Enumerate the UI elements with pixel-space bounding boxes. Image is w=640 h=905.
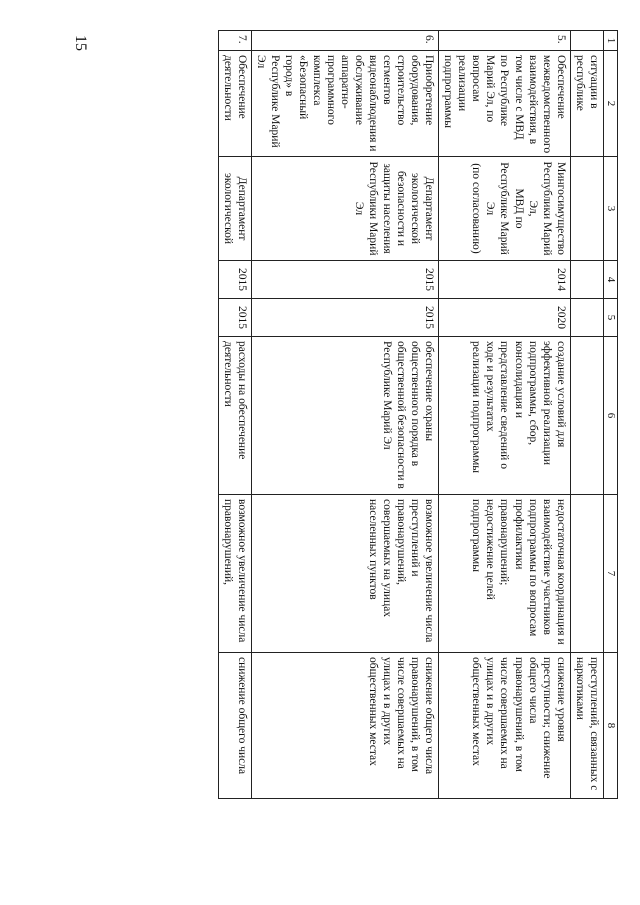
row-number (570, 31, 603, 51)
column-header: 7 (603, 495, 617, 653)
table-header-row (603, 31, 617, 799)
column-header: 2 (603, 51, 617, 157)
end-year: 2020 (439, 299, 570, 337)
start-year: 2015 (219, 261, 252, 299)
measure-name: ситуации в республике (570, 51, 603, 157)
expected-result: обеспечение охраны общественного порядка в общественной безопасности в Республике Марий Эл (252, 337, 439, 495)
column-header: 3 (603, 157, 617, 261)
indicator-link: снижение уровня преступности; снижение общего числа правонарушений, в том числе совершаемых на улицах и в других общественных местах (439, 653, 570, 799)
end-year: 2015 (252, 299, 439, 337)
non-implementation-consequence: недостаточная координация и взаимодействие участников подпрограммы по вопросам профилактики правонарушений; недостижение целей подпрограммы (439, 495, 570, 653)
start-year (570, 261, 603, 299)
column-header: 1 (603, 31, 617, 51)
page-number: 15 (72, 35, 89, 51)
measure-name: Приобретение оборудования, строительство сегментов видеонаблюдения и обслуживание аппаратно-программного комплекса «Безопасный город» в Республике Марий Эл (252, 51, 439, 157)
column-header: 4 (603, 261, 617, 299)
table-row (252, 31, 439, 799)
column-header: 8 (603, 653, 617, 799)
indicator-link: преступлений, связанных с наркотиками (570, 653, 603, 799)
measures-table (218, 30, 618, 799)
end-year (570, 299, 603, 337)
executor: Департамент экологической (219, 157, 252, 261)
executor: Мингосимущество Республики Марий Эл, МВД по Республике Марий Эл (по согласованию) (439, 157, 570, 261)
row-number: 7. (219, 31, 252, 51)
indicator-link: снижение общего числа (219, 653, 252, 799)
measure-name: Обеспечение деятельности (219, 51, 252, 157)
measure-name: Обеспечение межведомственного взаимодействия, в том числе с МВД по Республике Марий Эл, по вопросам реализации подпрограммы (439, 51, 570, 157)
table-row (439, 31, 570, 799)
table-row (219, 31, 252, 799)
start-year: 2014 (439, 261, 570, 299)
non-implementation-consequence (570, 495, 603, 653)
column-header: 5 (603, 299, 617, 337)
row-number: 5. (439, 31, 570, 51)
expected-result: расходы на обеспечение деятельности (219, 337, 252, 495)
non-implementation-consequence: возможное увеличение числа преступлений и правонарушений, совершаемых на улицах населенных пунктов (252, 495, 439, 653)
non-implementation-consequence: возможное увеличение числа правонарушений, (219, 495, 252, 653)
indicator-link: снижение общего числа правонарушений, в том числе совершаемых на улицах и в других общественных местах (252, 653, 439, 799)
expected-result (570, 337, 603, 495)
executor (570, 157, 603, 261)
end-year: 2015 (219, 299, 252, 337)
executor: Департамент экологической безопасности и защиты населения Республики Марий Эл (252, 157, 439, 261)
table-row (570, 31, 603, 799)
start-year: 2015 (252, 261, 439, 299)
column-header: 6 (603, 337, 617, 495)
row-number: 6. (252, 31, 439, 51)
expected-result: создание условий для эффективной реализации подпрограммы, сбор, консолидация и представление сведений о ходе и результатах реализации подпрограммы (439, 337, 570, 495)
